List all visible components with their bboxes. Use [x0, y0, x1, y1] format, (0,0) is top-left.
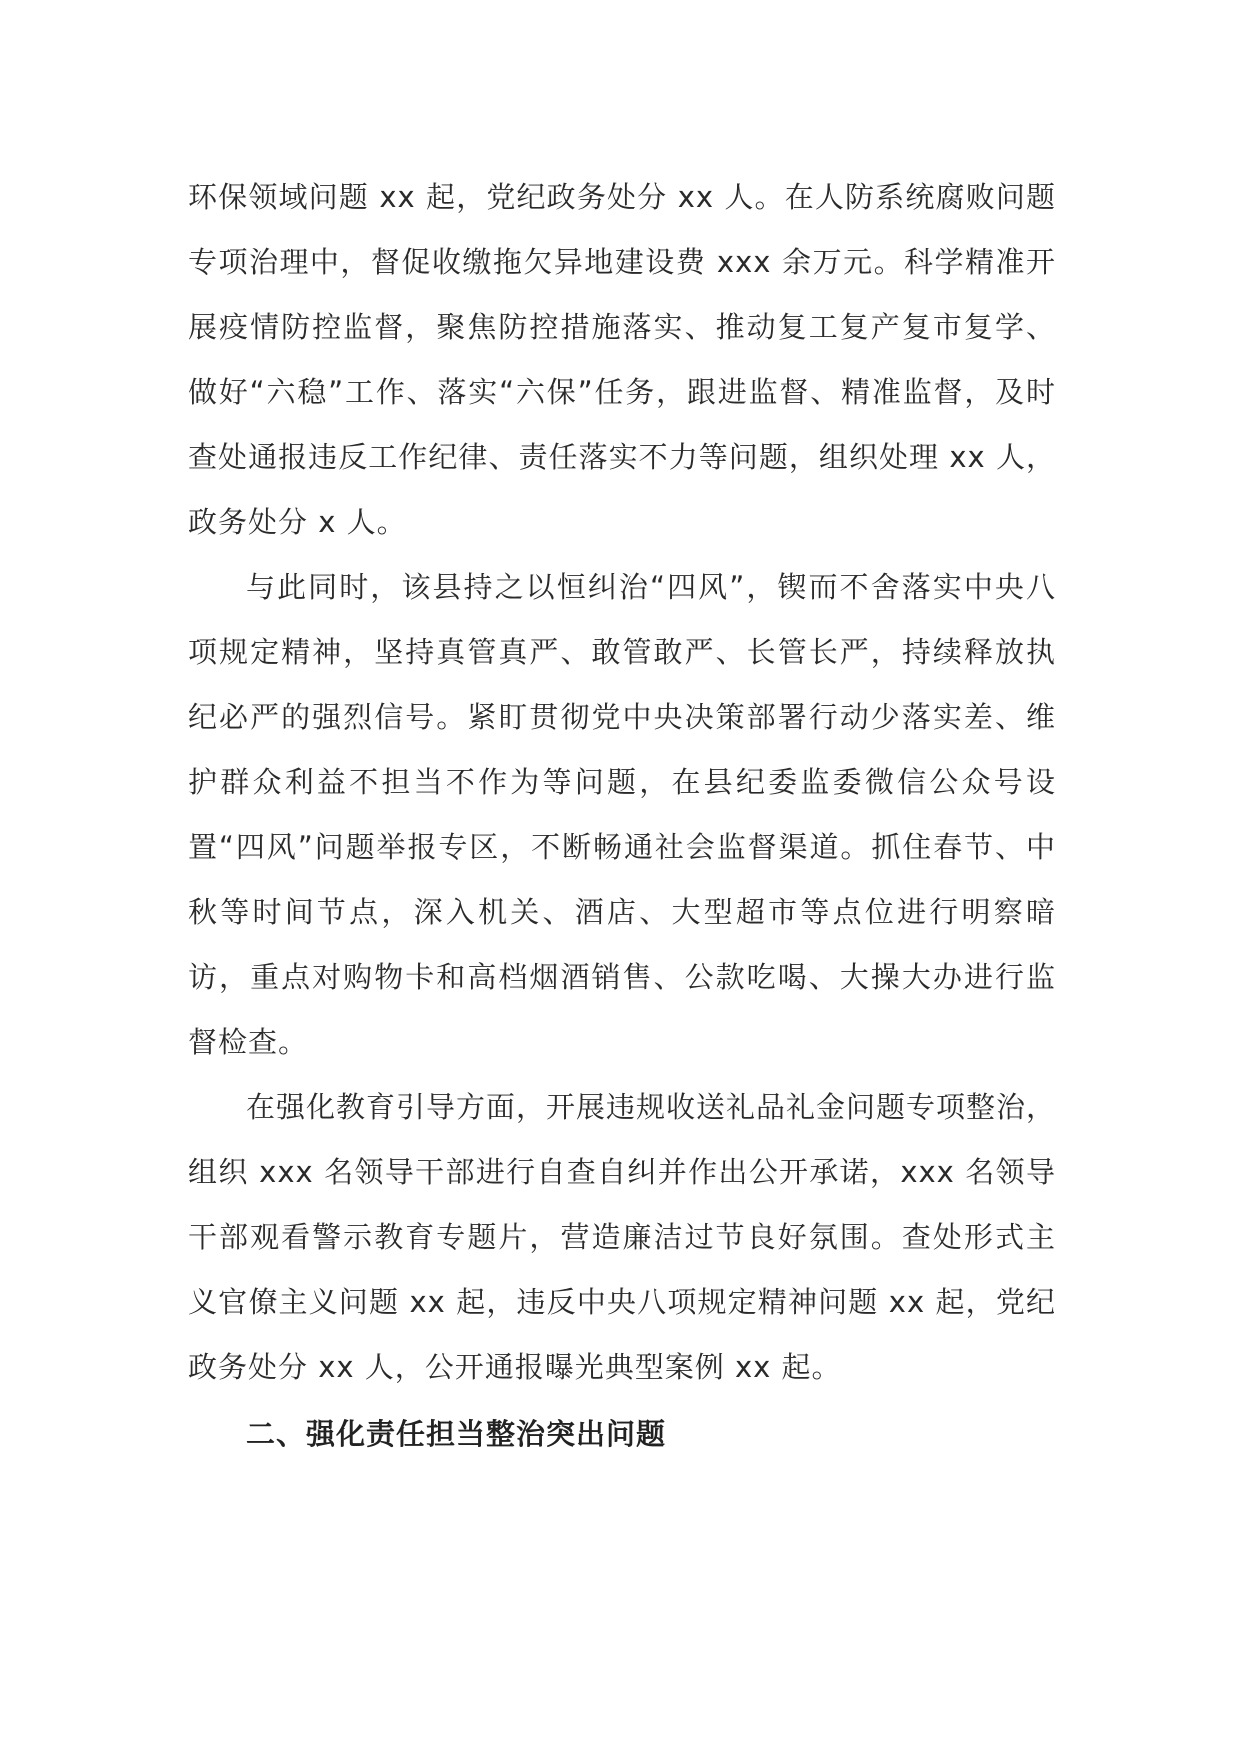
- paragraph-four-winds: 与此同时，该县持之以恒纠治“四风”，锲而不舍落实中央八项规定精神，坚持真管真严、敢管敢严、长管长严，持续释放执纪必严的强烈信号。紧盯贯彻党中央决策部署行动少落实差、维护群众利益不担当不作为等问题，在县纪委监委微信公众号设置“四风”问题举报专区，不断畅通社会监督渠道。抓住春节、中秋等时间节点，深入机关、酒店、大型超市等点位进行明察暗访，重点对购物卡和高档烟酒销售、公款吃喝、大操大办进行监督检查。: [188, 570, 1056, 1059]
- paragraph-education-guidance: 在强化教育引导方面，开展违规收送礼品礼金问题专项整治，组织 xxx 名领导干部进行自查自纠并作出公开承诺，xxx 名领导干部观看警示教育专题片，营造廉洁过节良好氛围。查处形式主义官僚主义问题 xx 起，违反中央八项规定精神问题 xx 起，党纪政务处分 xx 人，公开通报曝光典型案例 xx 起。: [188, 1090, 1057, 1384]
- document-body: [188, 165, 1056, 1467]
- section-heading: 二、强化责任担当整治突出问题: [246, 1417, 667, 1451]
- paragraph-continuation: 环保领域问题 xx 起，党纪政务处分 xx 人。在人防系统腐败问题专项治理中，督促收缴拖欠异地建设费 xxx 余万元。科学精准开展疫情防控监督，聚焦防控措施落实、推动复工复产复市复学、做好“六稳”工作、落实“六保”任务，跟进监督、精准监督，及时查处通报违反工作纪律、责任落实不力等问题，组织处理 xx 人，政务处分 x 人。: [188, 180, 1056, 539]
